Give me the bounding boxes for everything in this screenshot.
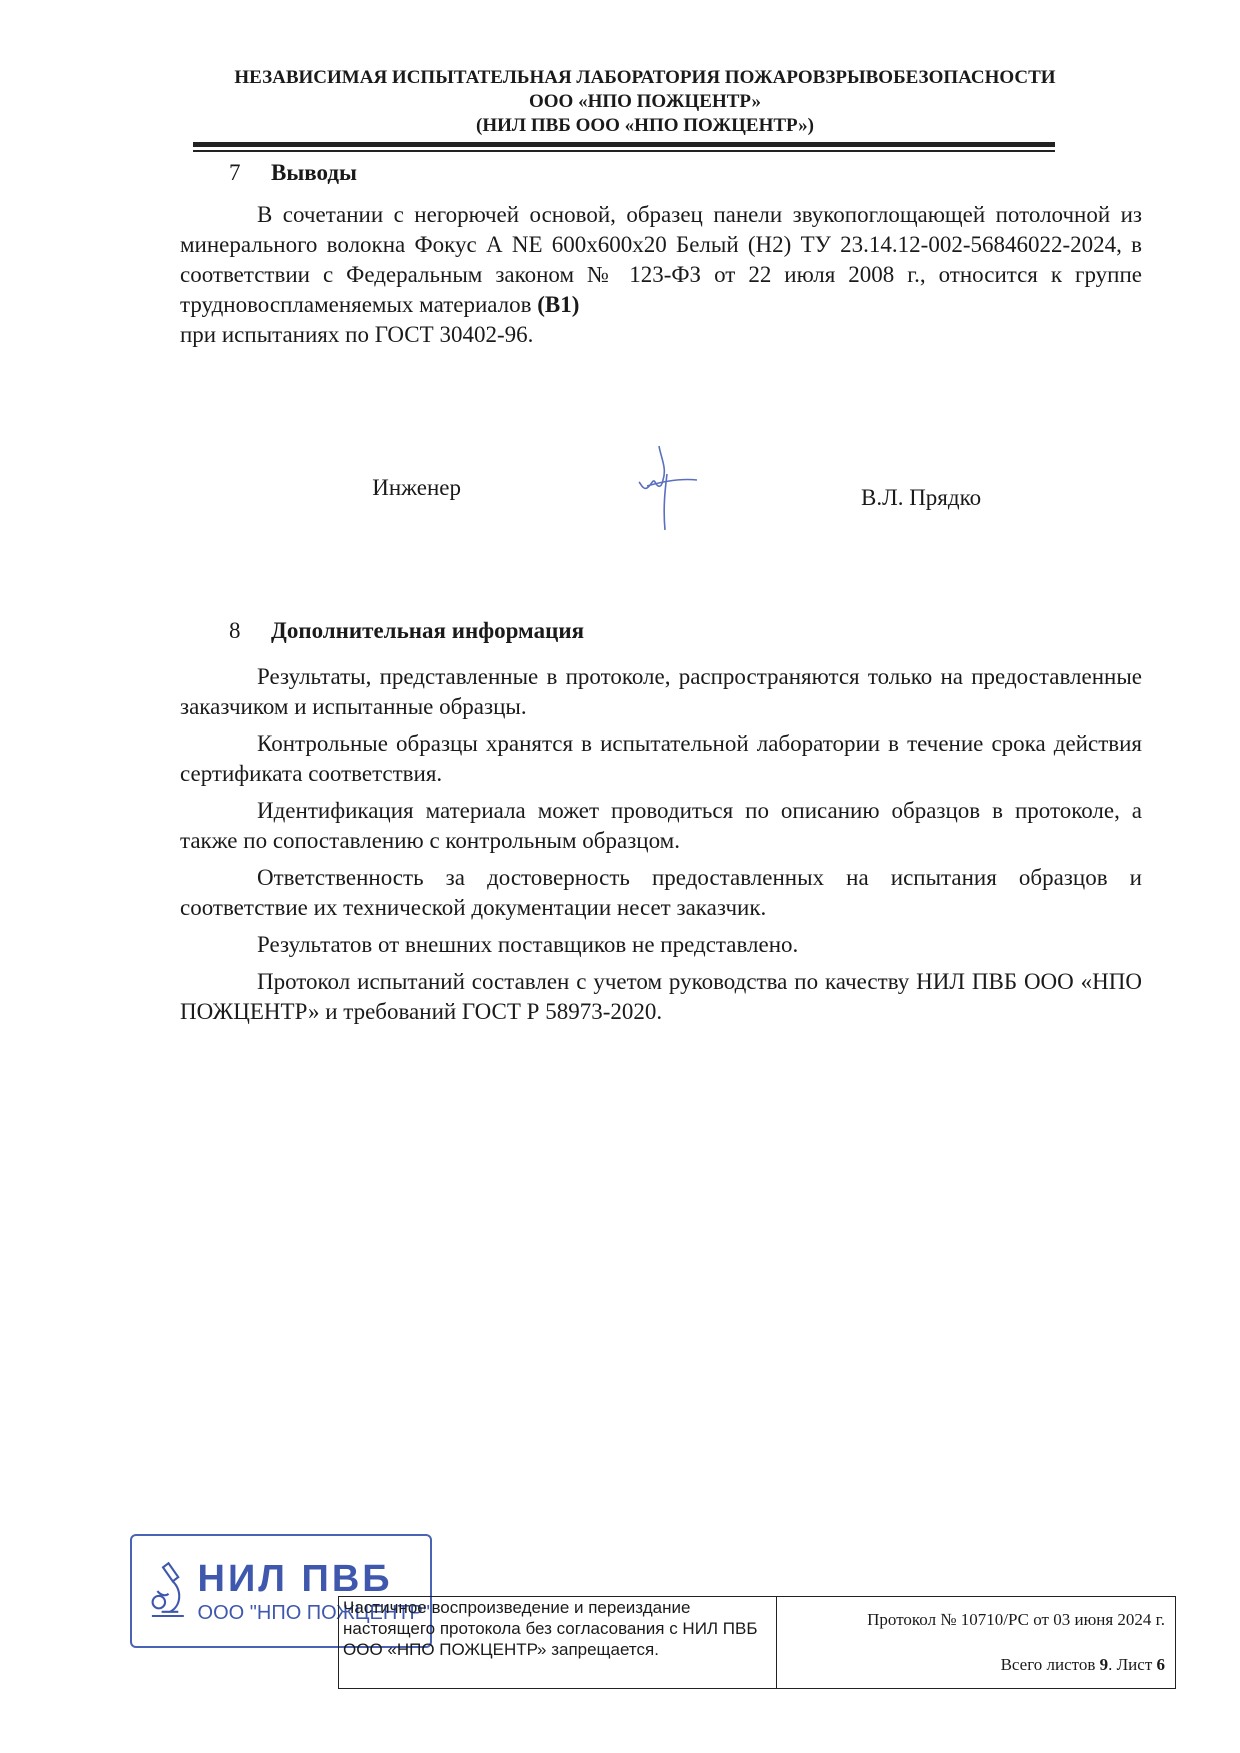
lab-short-name: (НИЛ ПВБ ООО «НПО ПОЖЦЕНТР») [476, 115, 814, 136]
info-paragraph: Протокол испытаний составлен с учетом руководства по качеству НИЛ ПВБ ООО «НПО ПОЖЦЕНТР» и требований ГОСТ Р 58973-2020. [180, 969, 1142, 1024]
stamp-subtitle: ООО "НПО ПОЖЦЕНТР" [197, 1602, 430, 1624]
section-8-title: Дополнительная информация [271, 618, 585, 643]
sheet-number: 6 [1156, 1655, 1165, 1675]
sheets-total: 9 [1099, 1655, 1109, 1675]
conclusion-paragraph [180, 200, 1142, 320]
flammability-group: (В1) [537, 292, 580, 317]
stamp-title: НИЛ ПВБ [197, 1558, 393, 1600]
info-paragraph: Результаты, представленные в протоколе, распространяются только на предоставленные заказчиком и испытанные образцы. [180, 664, 1142, 719]
info-paragraph: Ответственность за достоверность предоставленных на испытания образцов и соответствие их технической документации несет заказчик. [180, 865, 1142, 920]
additional-info [180, 662, 1142, 1034]
section-8-number: 8 [229, 618, 241, 643]
info-paragraph: Идентификация материала может проводиться по описанию образцов в протоколе, а также по сопоставлению с контрольным образцом. [180, 798, 1142, 853]
lab-name: НЕЗАВИСИМАЯ ИСПЫТАТЕЛЬНАЯ ЛАБОРАТОРИЯ ПОЖАРОВЗРЫВОБЕЗОПАСНОСТИ [234, 67, 1056, 88]
sheet-counter [1001, 1655, 1165, 1675]
section-7-heading [229, 160, 357, 186]
section-7-number: 7 [229, 160, 241, 185]
sheets-label: Всего листов [1000, 1655, 1100, 1675]
conclusion-text: В сочетании с негорючей основой, образец панели звукопоглощающей потолочной из минерального волокна Фокус А NE 600х600х20 Белый (Н2) ТУ 23.14.12-002-56846022-2024, в соответствии с Федеральным законом № 123-ФЗ от 22 июля 2008 г., относится к группе трудновоспламеняемых материалов [180, 202, 1142, 317]
signature-row [180, 438, 1142, 538]
header-rule [193, 142, 1055, 147]
lab-header [170, 66, 1120, 138]
signer-name: В.Л. Прядко [861, 485, 982, 510]
protocol-number: Протокол № 10710/РС от 03 июня 2024 г. [867, 1609, 1165, 1629]
sheet-label: . Лист [1108, 1655, 1157, 1675]
header-rule-thin [193, 150, 1055, 152]
signature-mark [601, 438, 721, 538]
conclusion-tail: при испытаниях по ГОСТ 30402-96. [180, 322, 534, 347]
section-7-title: Выводы [271, 160, 357, 185]
company-name: ООО «НПО ПОЖЦЕНТР» [528, 91, 762, 112]
page-footer [338, 1596, 1176, 1689]
info-paragraph: Контрольные образцы хранятся в испытательной лаборатории в течение срока действия сертификата соответствия. [180, 731, 1142, 786]
signer-role: Инженер [372, 475, 461, 500]
section-8-heading [229, 618, 584, 644]
microscope-icon [138, 1541, 194, 1641]
copyright-notice: Частичное воспроизведение и переиздание настоящего протокола без согласования с НИЛ ПВБ ООО «НПО ПОЖЦЕНТР» запрещается. [339, 1597, 777, 1688]
info-paragraph: Результатов от внешних поставщиков не представлено. [257, 932, 799, 957]
